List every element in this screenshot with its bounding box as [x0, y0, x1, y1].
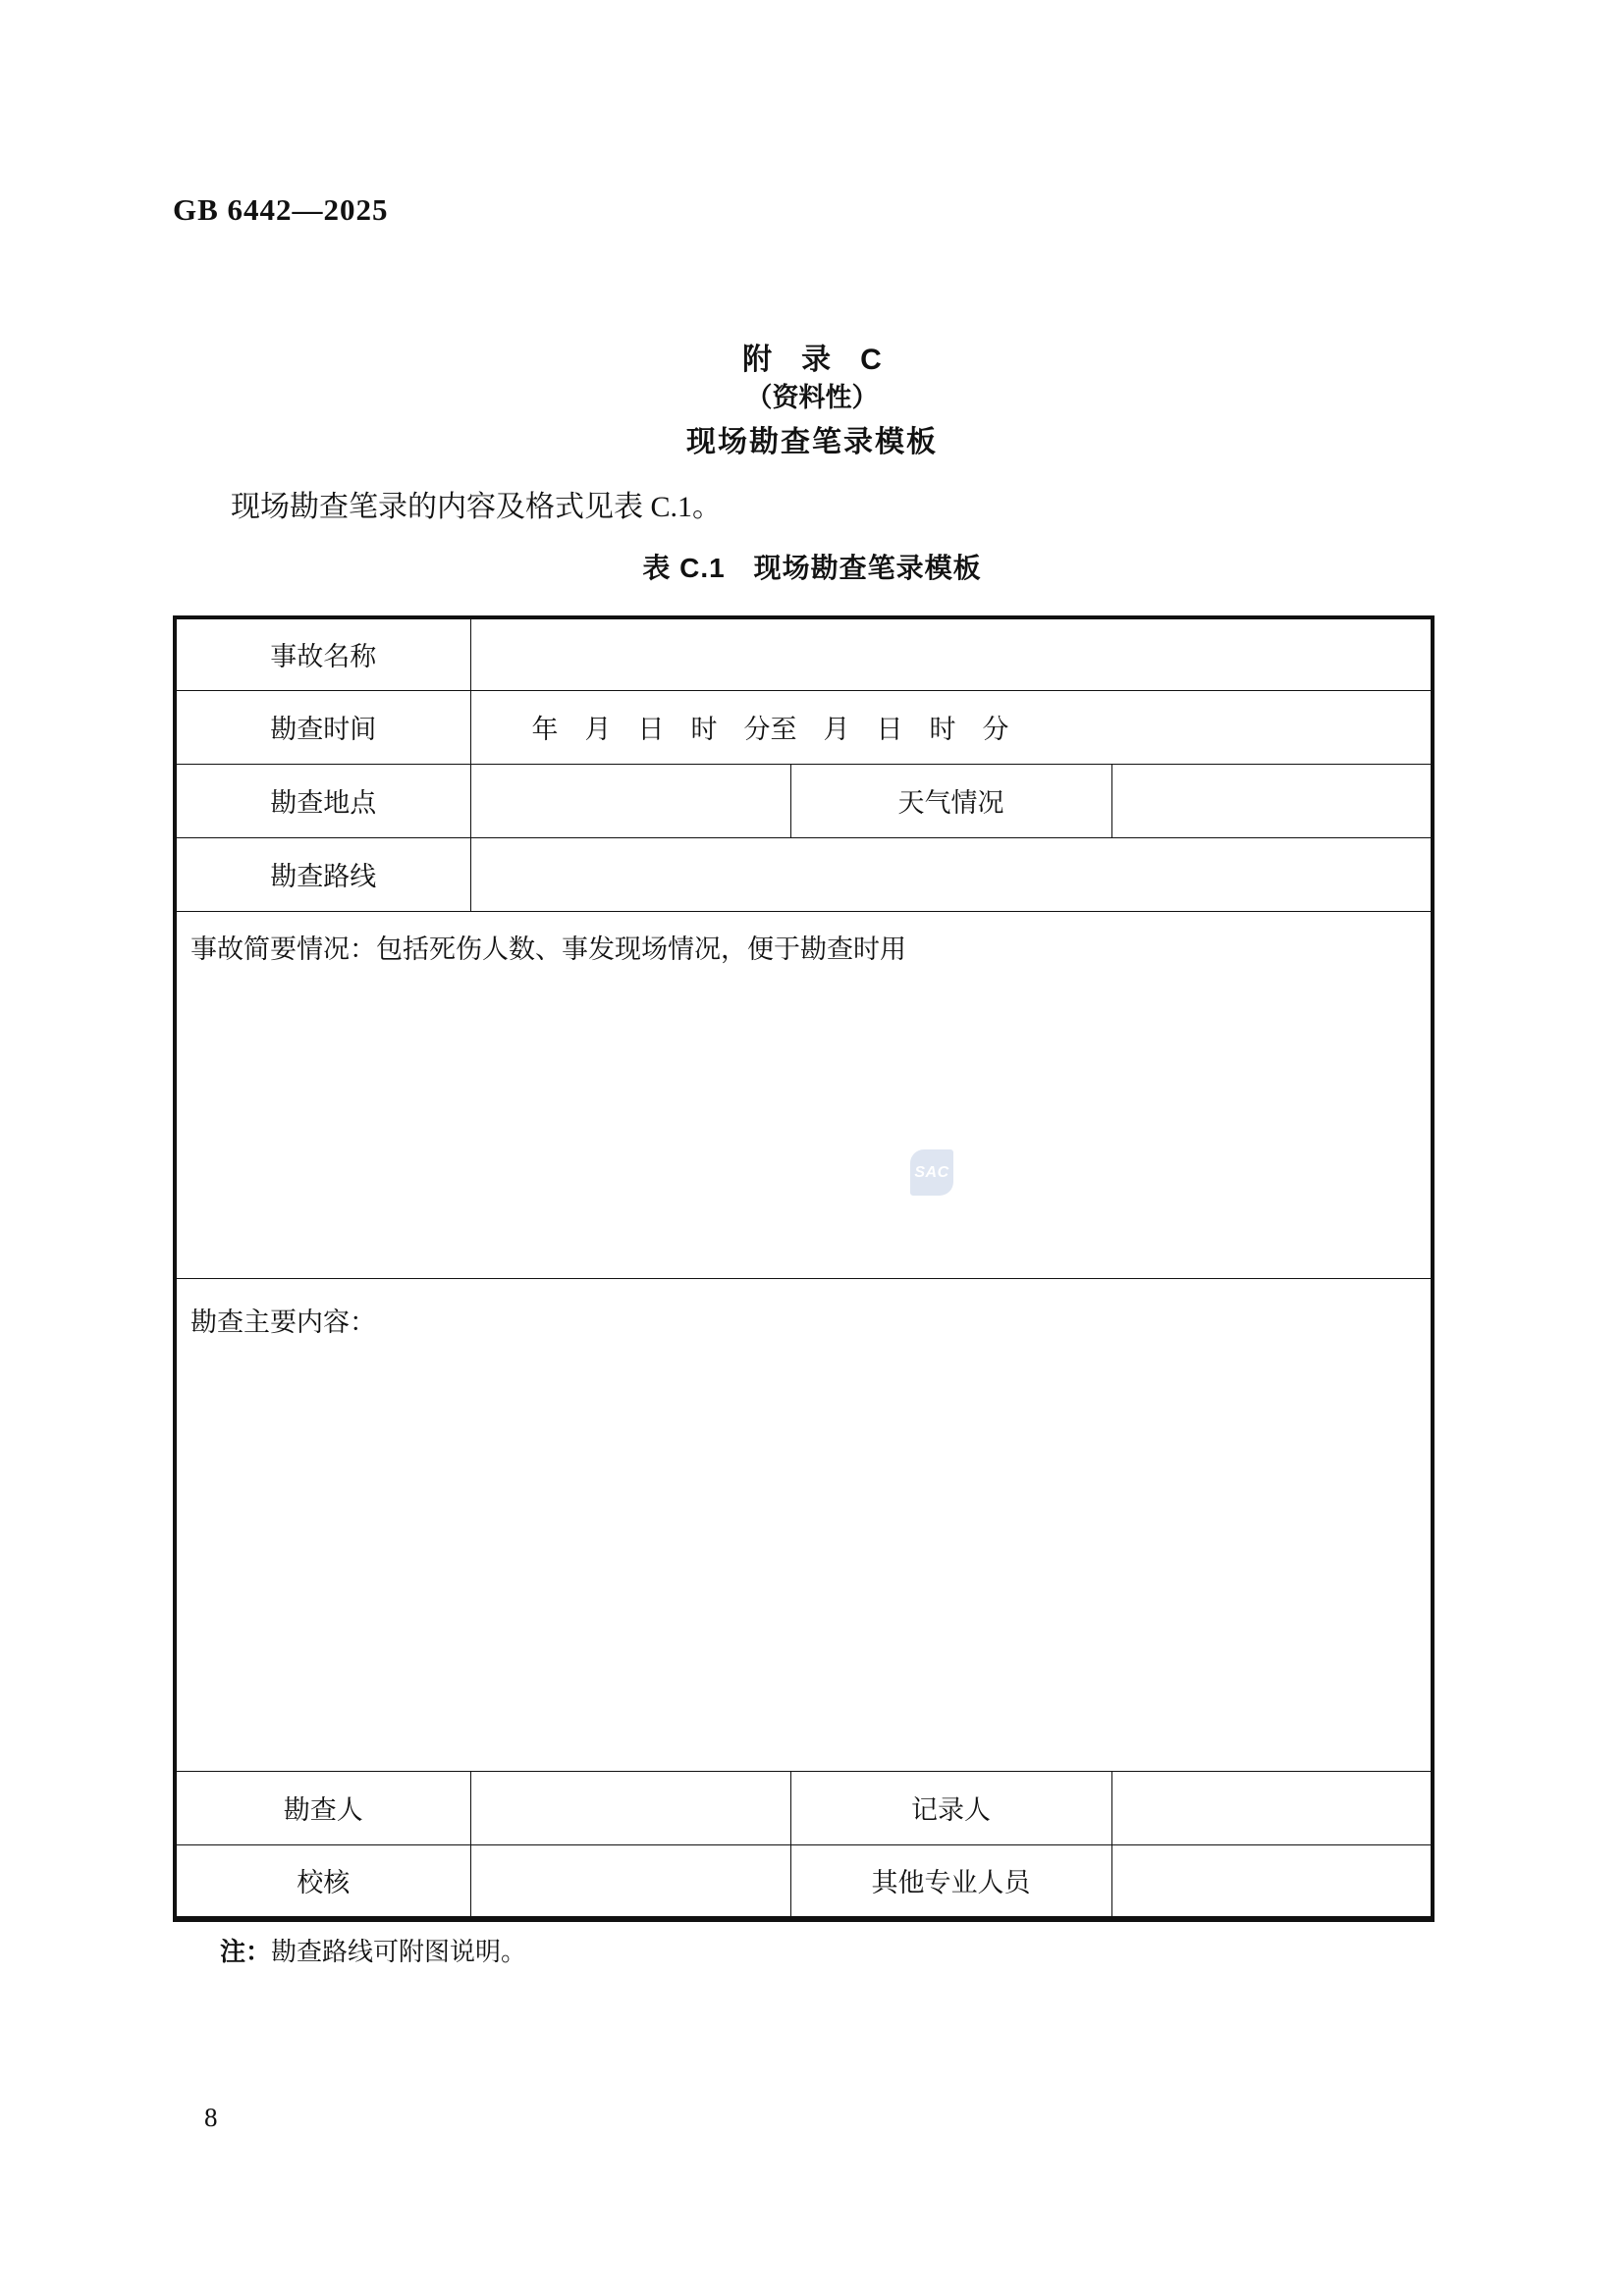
recorder-label: 记录人: [790, 1771, 1111, 1844]
note-text: 勘查路线可附图说明。: [271, 1938, 527, 1966]
checker-value-cell: [470, 1844, 790, 1919]
table-row: [175, 617, 1433, 690]
survey-location-label: 勘查地点: [175, 764, 470, 837]
survey-route-value-cell: [470, 837, 1433, 911]
surveyor-value-cell: [470, 1771, 790, 1844]
weather-label: 天气情况: [790, 764, 1111, 837]
survey-time-value-cell: 年 月 日 时 分至 月 日 时 分: [470, 690, 1433, 764]
table-row: [175, 837, 1433, 911]
accident-name-value-cell: [470, 617, 1433, 690]
table-row: [175, 1771, 1433, 1844]
table-row: [175, 1278, 1433, 1771]
survey-record-table: [173, 615, 1435, 1922]
table-row: [175, 1844, 1433, 1919]
table-caption: 表 C.1 现场勘查笔录模板: [642, 553, 982, 583]
survey-time-label: 勘查时间: [175, 690, 470, 764]
survey-route-label: 勘查路线: [175, 837, 470, 911]
sac-logo-watermark: [910, 1149, 953, 1196]
table-row: [175, 690, 1433, 764]
weather-value-cell: [1111, 764, 1433, 837]
table-note: [220, 1932, 526, 1968]
appendix-title: 附 录 C: [742, 344, 882, 376]
sac-logo-text: SAC: [914, 1163, 949, 1181]
brief-info-cell: 事故简要情况：包括死伤人数、事发现场情况，便于勘查时用: [175, 911, 1433, 1278]
page-number: 8: [204, 2103, 218, 2132]
surveyor-label: 勘查人: [175, 1771, 470, 1844]
other-personnel-value-cell: [1111, 1844, 1433, 1919]
checker-label: 校核: [175, 1844, 470, 1919]
appendix-subtitle-informative: （资料性）: [745, 383, 879, 412]
intro-paragraph: 现场勘查笔录的内容及格式见表 C.1。: [231, 491, 723, 523]
main-content-cell: 勘查主要内容：: [175, 1278, 1433, 1771]
table-row: [175, 764, 1433, 837]
recorder-value-cell: [1111, 1771, 1433, 1844]
accident-name-label: 事故名称: [175, 617, 470, 690]
survey-location-value-cell: [470, 764, 790, 837]
appendix-subtitle-template-name: 现场勘查笔录模板: [686, 426, 938, 458]
table-row: [175, 911, 1433, 1278]
standard-number-header: GB 6442—2025: [173, 192, 389, 227]
note-prefix: 注：: [220, 1937, 272, 1966]
other-personnel-label: 其他专业人员: [790, 1844, 1111, 1919]
